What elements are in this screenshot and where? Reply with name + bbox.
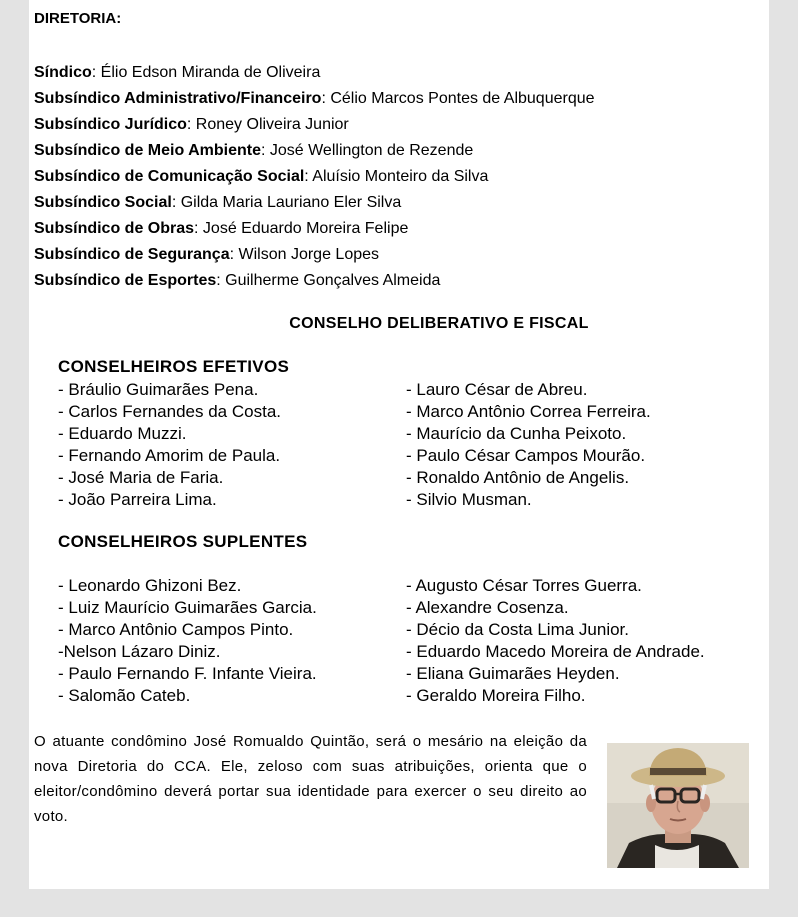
list-item: - Salomão Cateb. [58, 686, 191, 705]
portrait-illustration [607, 743, 749, 868]
officer-name: : Wilson Jorge Lopes [229, 246, 380, 263]
officers-list [34, 60, 595, 294]
officer-row-meio-ambiente [34, 138, 595, 164]
officer-role: Subsíndico de Comunicação Social [34, 168, 305, 185]
officer-role: Subsíndico Administrativo/Financeiro [34, 90, 322, 107]
officer-row-sindico [34, 60, 595, 86]
list-item: - Luiz Maurício Guimarães Garcia. [58, 598, 317, 617]
officer-role: Subsíndico de Esportes [34, 272, 217, 289]
officer-role: Subsíndico Social [34, 194, 172, 211]
officer-name: : Aluísio Monteiro da Silva [304, 168, 489, 185]
list-item: - Alexandre Cosenza. [406, 598, 569, 617]
list-item: - José Maria de Faria. [58, 468, 224, 487]
list-item: - Geraldo Moreira Filho. [406, 686, 586, 705]
officer-row-obras [34, 216, 595, 242]
officer-row-esportes [34, 268, 595, 294]
officer-role: Síndico [34, 64, 92, 81]
officer-role: Subsíndico de Meio Ambiente [34, 142, 261, 159]
officer-name: : Gilda Maria Lauriano Eler Silva [171, 194, 402, 211]
suplentes-right-column [406, 575, 705, 707]
list-item: - Marco Antônio Campos Pinto. [58, 620, 294, 639]
portrait-photo [607, 743, 749, 868]
officer-row-administrativo [34, 86, 595, 112]
officer-name: : José Eduardo Moreira Felipe [194, 220, 409, 237]
efetivos-heading: CONSELHEIROS EFETIVOS [58, 357, 290, 376]
officer-name: : Célio Marcos Pontes de Albuquerque [321, 90, 595, 107]
list-item: - Fernando Amorim de Paula. [58, 446, 281, 465]
efetivos-left-column [58, 379, 281, 511]
list-item: - Décio da Costa Lima Junior. [406, 620, 629, 639]
officer-role: Subsíndico Jurídico [34, 116, 187, 133]
list-item: -Nelson Lázaro Diniz. [58, 642, 221, 661]
suplentes-heading: CONSELHEIROS SUPLENTES [58, 532, 308, 551]
list-item: - Marco Antônio Correa Ferreira. [406, 402, 651, 421]
list-item: - Silvio Musman. [406, 490, 532, 509]
list-item: - Ronaldo Antônio de Angelis. [406, 468, 630, 487]
list-item: - Augusto César Torres Guerra. [406, 576, 642, 595]
mesario-note: O atuante condômino José Romualdo Quintão, será o mesário na eleição da nova Diretoria do CCA. Ele, zeloso com suas atribuições, orienta que o eleitor/condômino deverá portar sua identidade para exercer o seu direito ao voto. [34, 733, 587, 825]
officer-name: : José Wellington de Rezende [260, 142, 474, 159]
list-item: - Paulo César Campos Mourão. [406, 446, 646, 465]
officer-role: Subsíndico de Segurança [34, 246, 230, 263]
list-item: - Carlos Fernandes da Costa. [58, 402, 281, 421]
list-item: - Eduardo Muzzi. [58, 424, 187, 443]
list-item: - Leonardo Ghizoni Bez. [58, 576, 242, 595]
officer-row-juridico [34, 112, 595, 138]
list-item: - Eduardo Macedo Moreira de Andrade. [406, 642, 705, 661]
conselho-heading: CONSELHO DELIBERATIVO E FISCAL [289, 315, 589, 332]
officer-name: : Roney Oliveira Junior [186, 116, 349, 133]
officer-name: : Guilherme Gonçalves Almeida [216, 272, 441, 289]
list-item: - Paulo Fernando F. Infante Vieira. [58, 664, 317, 683]
list-item: - João Parreira Lima. [58, 490, 217, 509]
officer-role: Subsíndico de Obras [34, 220, 195, 237]
officer-name: : Élio Edson Miranda de Oliveira [91, 64, 321, 81]
suplentes-left-column [58, 575, 317, 707]
list-item: - Bráulio Guimarães Pena. [58, 380, 259, 399]
officer-row-social [34, 190, 595, 216]
diretoria-heading: DIRETORIA: [34, 10, 122, 27]
efetivos-right-column [406, 379, 651, 511]
list-item: - Maurício da Cunha Peixoto. [406, 424, 627, 443]
officer-row-comunicacao [34, 164, 595, 190]
document-page [29, 0, 769, 889]
officer-row-seguranca [34, 242, 595, 268]
list-item: - Lauro César de Abreu. [406, 380, 588, 399]
list-item: - Eliana Guimarães Heyden. [406, 664, 620, 683]
